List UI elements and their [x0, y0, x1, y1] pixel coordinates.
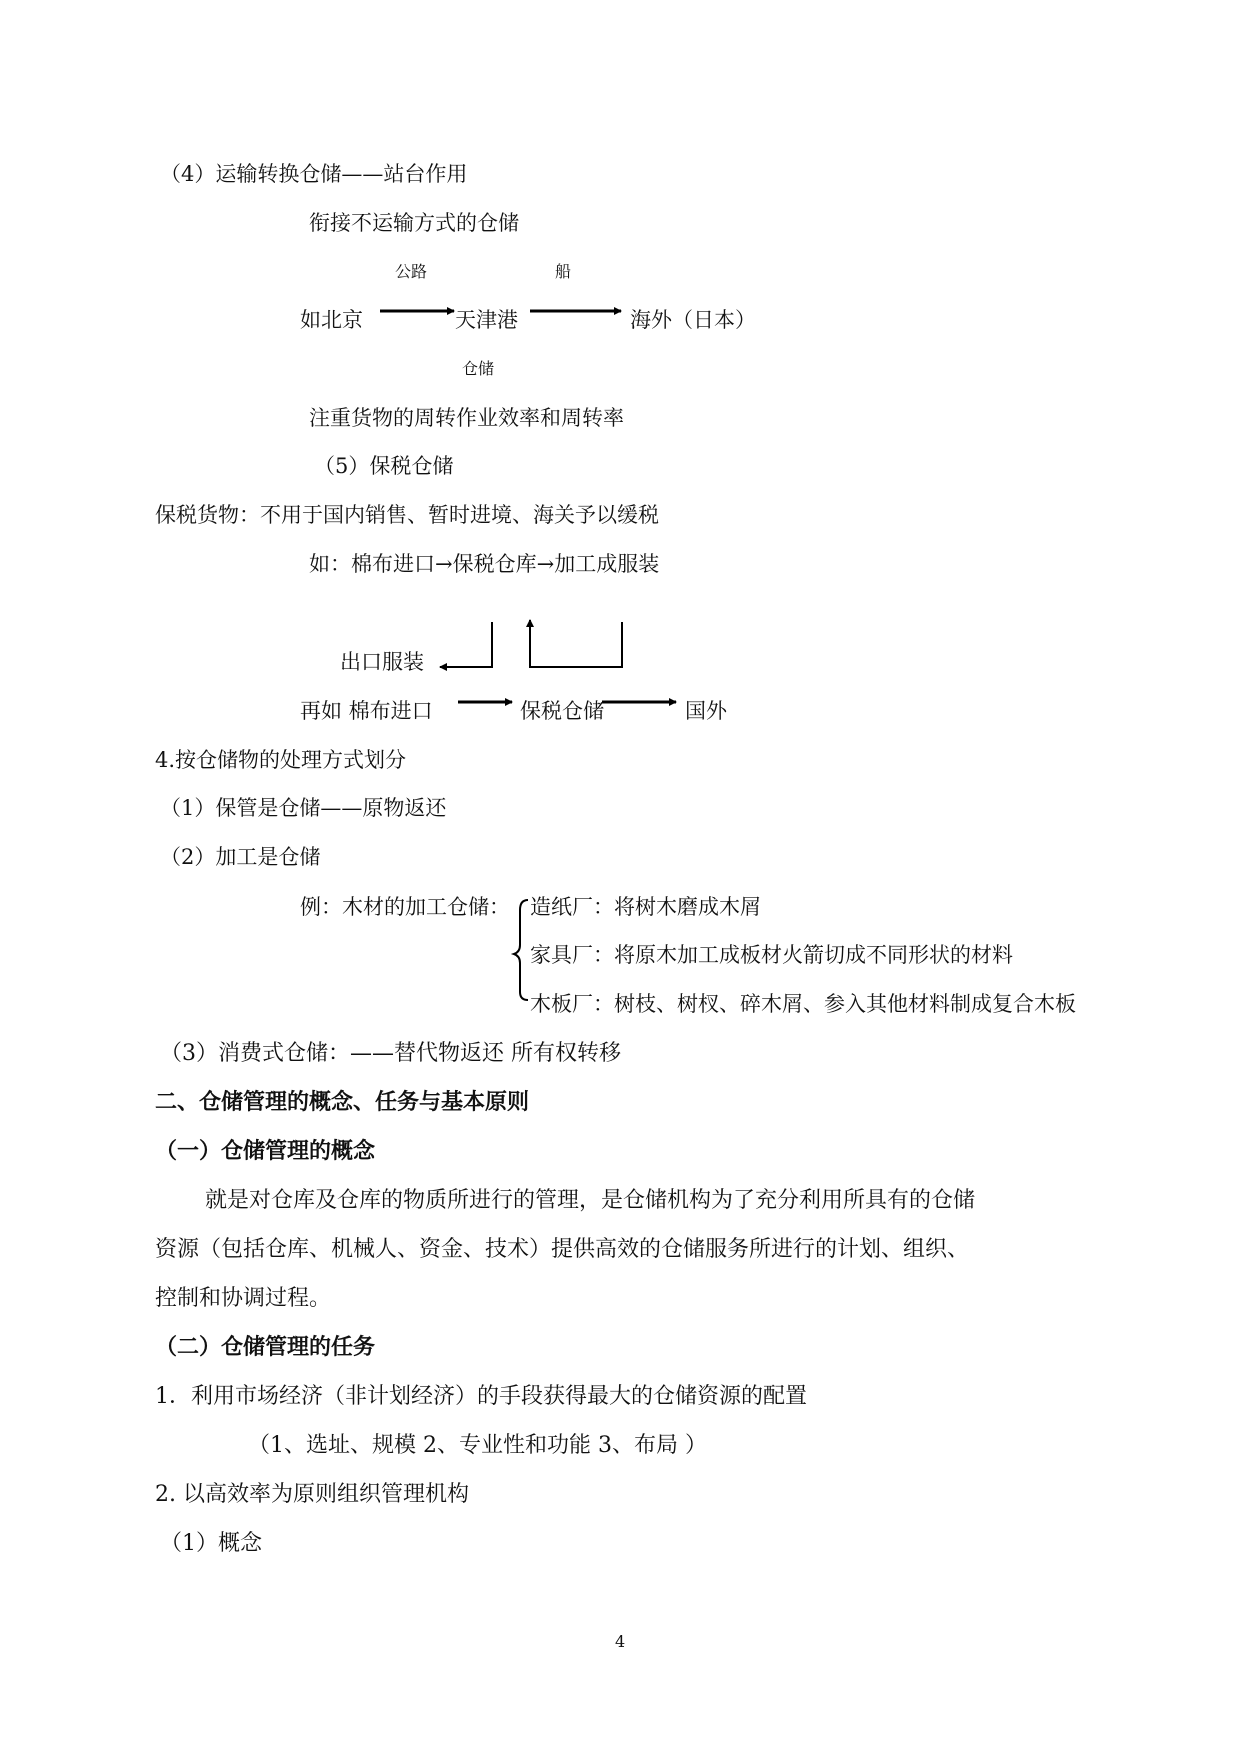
- heading-transport-storage: （4）运输转换仓储——站台作用: [160, 162, 468, 186]
- label-storage: 仓储: [462, 359, 495, 378]
- text-turnover: 注重货物的周转作业效率和周转率: [309, 406, 624, 430]
- section-heading-2: 二、仓储管理的概念、任务与基本原则: [155, 1090, 530, 1115]
- node-export-clothing: 出口服装: [340, 650, 424, 674]
- item-consumption-storage: （3）消费式仓储：——替代物返还 所有权转移: [160, 1041, 621, 1066]
- text-bonded-example: 如：棉布进口→保税仓库→加工成服装: [309, 552, 660, 576]
- paragraph-line-2: 资源（包括仓库、机械人、资金、技术）提供高效的仓储服务所进行的计划、组织、: [155, 1237, 970, 1262]
- arrow-loop-back: [530, 620, 622, 667]
- node-cotton-import: 再如 棉布进口: [300, 699, 433, 723]
- node-tianjin: 天津港: [455, 308, 518, 332]
- curly-brace: [514, 900, 528, 1000]
- item-custody-storage: （1）保管是仓储——原物返还: [160, 796, 447, 820]
- wood-item-furniture: 家具厂：将原木加工成板材火箭切成不同形状的材料: [530, 943, 1013, 967]
- arrow-to-export: [440, 622, 492, 667]
- task-1: 1．利用市场经济（非计划经济）的手段获得最大的仓储资源的配置: [155, 1384, 807, 1409]
- text-bonded-goods: 保税货物：不用于国内销售、暂时进境、海关予以缓税: [155, 503, 659, 527]
- item-concept: （1）概念: [160, 1531, 262, 1556]
- node-abroad: 国外: [685, 699, 727, 723]
- wood-item-board: 木板厂：树枝、树杈、碎木屑、参入其他材料制成复合木板: [530, 992, 1076, 1016]
- paragraph-line-3: 控制和协调过程。: [155, 1286, 332, 1311]
- label-road: 公路: [395, 262, 428, 281]
- node-bonded-storage: 保税仓储: [520, 699, 604, 723]
- heading-by-processing: 4.按仓储物的处理方式划分: [155, 748, 407, 772]
- task-2: 2. 以高效率为原则组织管理机构: [155, 1482, 469, 1507]
- heading-bonded-storage: （5）保税仓储: [314, 454, 454, 478]
- item-processing-storage: （2）加工是仓储: [160, 845, 321, 869]
- label-ship: 船: [555, 262, 572, 281]
- text-connect-transport: 衔接不运输方式的仓储: [309, 211, 519, 235]
- text-wood-example: 例：木材的加工仓储：: [300, 895, 510, 919]
- page-number: 4: [615, 1632, 626, 1651]
- paragraph-line-1: 就是对仓库及仓库的物质所进行的管理，是仓储机构为了充分利用所具有的仓储: [205, 1188, 976, 1213]
- node-beijing: 如北京: [300, 308, 363, 332]
- subheading-tasks: （二）仓储管理的任务: [155, 1335, 376, 1360]
- subheading-concept: （一）仓储管理的概念: [155, 1139, 376, 1164]
- wood-item-paper: 造纸厂：将树木磨成木屑: [530, 895, 761, 919]
- node-overseas: 海外（日本）: [630, 308, 756, 332]
- task-1-detail: （1、选址、规模 2、专业性和功能 3、布局 ）: [248, 1433, 707, 1458]
